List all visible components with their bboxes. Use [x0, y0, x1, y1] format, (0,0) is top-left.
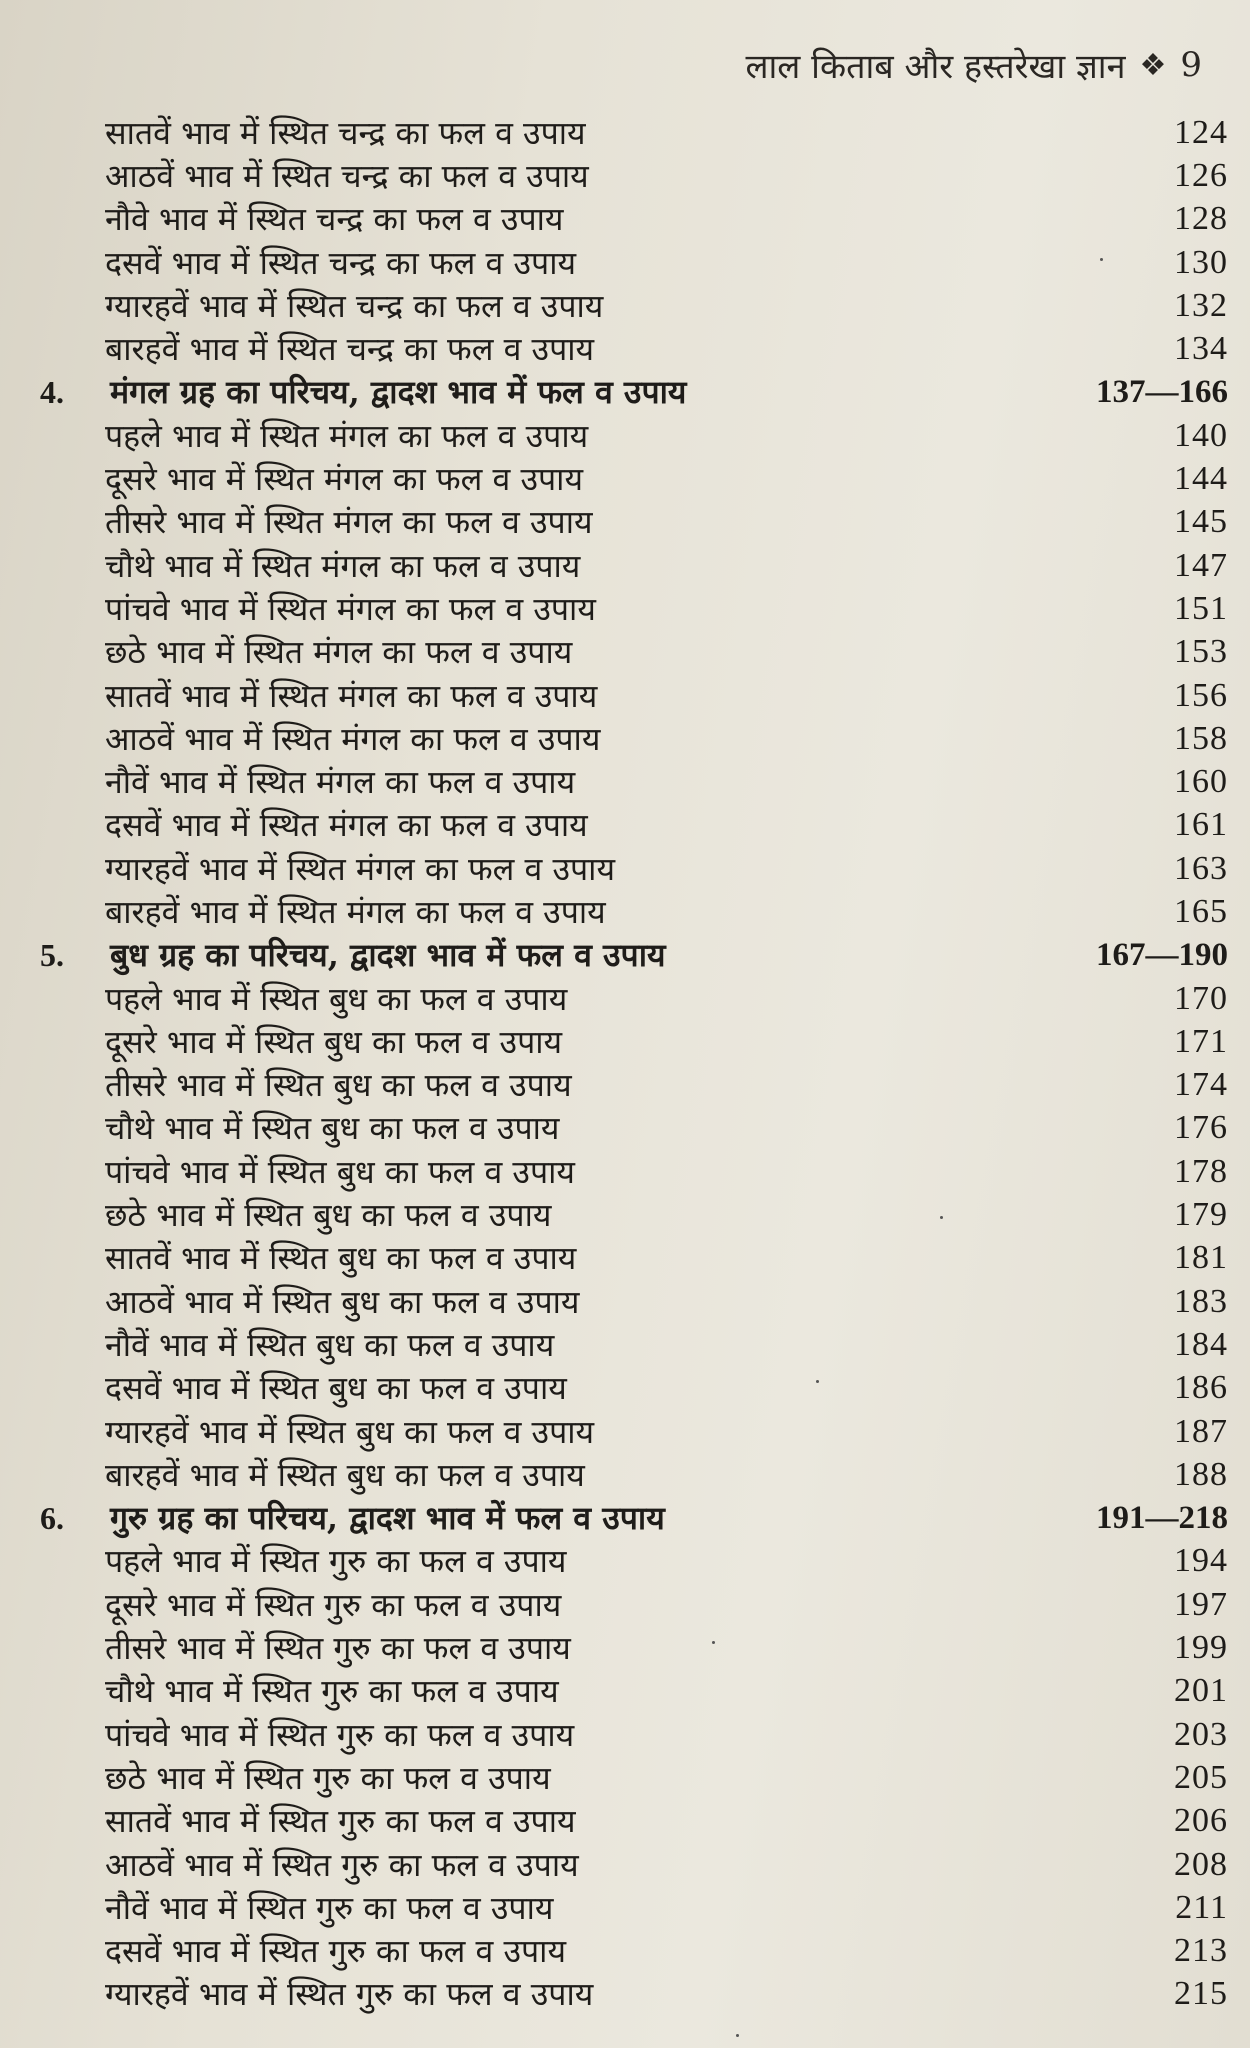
toc-entry	[0, 1929, 1250, 1972]
toc-entry	[0, 804, 1250, 847]
toc-entry	[0, 284, 1250, 327]
toc-chapter-heading	[0, 1497, 1250, 1540]
entry-title: ग्यारहवें भाव में स्थित मंगल का फल व उपाय	[105, 849, 616, 888]
toc-entry	[0, 1540, 1250, 1583]
chapter-page-range: 191—218	[1096, 1499, 1228, 1536]
toc-chapter-heading	[0, 934, 1250, 977]
entry-title: नौवें भाव में स्थित बुध का फल व उपाय	[105, 1325, 555, 1364]
chapter-page-range: 137—166	[1096, 373, 1228, 410]
toc-entry	[0, 241, 1250, 284]
entry-title: आठवें भाव में स्थित गुरु का फल व उपाय	[105, 1845, 579, 1884]
ornament-separator-icon: ❖	[1139, 47, 1167, 83]
toc-entry	[0, 1756, 1250, 1799]
entry-title: तीसरे भाव में स्थित मंगल का फल व उपाय	[105, 503, 593, 542]
entry-title: नौवे भाव में स्थित चन्द्र का फल व उपाय	[105, 200, 564, 239]
entry-page-number: 183	[1174, 1282, 1228, 1320]
print-speck	[940, 1216, 943, 1219]
entry-page-number: 145	[1174, 503, 1228, 541]
entry-title: पांचवे भाव में स्थित बुध का फल व उपाय	[105, 1152, 575, 1191]
entry-title: दसवें भाव में स्थित चन्द्र का फल व उपाय	[105, 243, 577, 282]
entry-title: ग्यारहवें भाव में स्थित चन्द्र का फल व उपाय	[105, 286, 604, 325]
entry-page-number: 134	[1174, 330, 1228, 368]
entry-title: नौवें भाव में स्थित मंगल का फल व उपाय	[105, 763, 576, 802]
entry-page-number: 140	[1174, 416, 1228, 454]
toc-entry	[0, 198, 1250, 241]
entry-title: आठवें भाव में स्थित बुध का फल व उपाय	[105, 1282, 580, 1321]
toc-entry	[0, 1323, 1250, 1366]
print-speck	[1100, 258, 1103, 261]
entry-page-number: 158	[1174, 719, 1228, 757]
toc-entry	[0, 457, 1250, 500]
entry-page-number: 170	[1174, 979, 1228, 1017]
entry-title: सातवें भाव में स्थित मंगल का फल व उपाय	[105, 676, 598, 715]
entry-title: बारहवें भाव में स्थित चन्द्र का फल व उपाय	[105, 330, 595, 369]
toc-entry	[0, 631, 1250, 674]
toc-entry	[0, 717, 1250, 760]
entry-page-number: 181	[1174, 1239, 1228, 1277]
entry-page-number: 197	[1174, 1585, 1228, 1623]
toc-entry	[0, 1064, 1250, 1107]
entry-page-number: 165	[1174, 892, 1228, 930]
entry-page-number: 160	[1174, 763, 1228, 801]
entry-page-number: 130	[1174, 243, 1228, 281]
toc-entry	[0, 111, 1250, 154]
entry-page-number: 201	[1174, 1672, 1228, 1710]
toc-entry	[0, 414, 1250, 457]
entry-title: पांचवे भाव में स्थित मंगल का फल व उपाय	[105, 589, 596, 628]
entry-title: तीसरे भाव में स्थित बुध का फल व उपाय	[105, 1066, 572, 1105]
chapter-number: 6.	[40, 1500, 64, 1537]
entry-page-number: 199	[1174, 1629, 1228, 1667]
entry-page-number: 208	[1174, 1845, 1228, 1883]
toc-entry	[0, 1583, 1250, 1626]
toc-entry	[0, 1107, 1250, 1150]
entry-page-number: 176	[1174, 1109, 1228, 1147]
entry-title: नौवें भाव में स्थित गुरु का फल व उपाय	[105, 1888, 554, 1927]
entry-page-number: 211	[1175, 1888, 1228, 1926]
toc-entry	[0, 501, 1250, 544]
entry-title: बारहवें भाव में स्थित बुध का फल व उपाय	[105, 1455, 585, 1494]
entry-page-number: 151	[1174, 589, 1228, 627]
entry-title: तीसरे भाव में स्थित गुरु का फल व उपाय	[105, 1629, 571, 1668]
toc-entry	[0, 890, 1250, 933]
print-speck	[736, 2034, 739, 2037]
running-header	[745, 42, 1202, 88]
entry-title: ग्यारहवें भाव में स्थित बुध का फल व उपाय	[105, 1412, 595, 1451]
entry-title: चौथे भाव में स्थित मंगल का फल व उपाय	[105, 546, 581, 585]
toc-entry	[0, 1713, 1250, 1756]
entry-title: छठे भाव में स्थित बुध का फल व उपाय	[105, 1196, 552, 1235]
toc-entry	[0, 847, 1250, 890]
entry-title: सातवें भाव में स्थित गुरु का फल व उपाय	[105, 1802, 576, 1841]
chapter-page-range: 167—190	[1096, 936, 1228, 973]
entry-title: पहले भाव में स्थित मंगल का फल व उपाय	[105, 416, 589, 455]
toc-entry	[0, 327, 1250, 370]
print-speck	[816, 1380, 819, 1383]
chapter-number: 5.	[40, 937, 64, 974]
entry-page-number: 194	[1174, 1542, 1228, 1580]
toc-entry	[0, 1237, 1250, 1280]
toc-entry	[0, 1843, 1250, 1886]
toc-chapter-heading	[0, 371, 1250, 414]
entry-page-number: 205	[1174, 1758, 1228, 1796]
toc-entry	[0, 1020, 1250, 1063]
chapter-number: 4.	[40, 374, 64, 411]
entry-title: दूसरे भाव में स्थित मंगल का फल व उपाय	[105, 460, 584, 499]
entry-page-number: 188	[1174, 1455, 1228, 1493]
entry-title: चौथे भाव में स्थित गुरु का फल व उपाय	[105, 1672, 559, 1711]
entry-page-number: 156	[1174, 676, 1228, 714]
entry-title: दूसरे भाव में स्थित गुरु का फल व उपाय	[105, 1585, 562, 1624]
entry-page-number: 124	[1174, 113, 1228, 151]
chapter-title: मंगल ग्रह का परिचय, द्वादश भाव में फल व उपाय	[110, 373, 687, 412]
toc-entry	[0, 587, 1250, 630]
entry-page-number: 132	[1174, 286, 1228, 324]
table-of-contents	[0, 111, 1250, 2016]
entry-title: छठे भाव में स्थित मंगल का फल व उपाय	[105, 633, 573, 672]
entry-title: दसवें भाव में स्थित गुरु का फल व उपाय	[105, 1932, 567, 1971]
entry-page-number: 161	[1174, 806, 1228, 844]
entry-title: बारहवें भाव में स्थित मंगल का फल व उपाय	[105, 892, 606, 931]
toc-entry	[0, 1453, 1250, 1496]
entry-title: आठवें भाव में स्थित चन्द्र का फल व उपाय	[105, 156, 589, 195]
chapter-title: बुध ग्रह का परिचय, द्वादश भाव में फल व उपाय	[110, 936, 666, 975]
entry-title: आठवें भाव में स्थित मंगल का फल व उपाय	[105, 719, 601, 758]
entry-title: दसवें भाव में स्थित मंगल का फल व उपाय	[105, 806, 588, 845]
entry-title: ग्यारहवें भाव में स्थित गुरु का फल व उपाय	[105, 1975, 594, 2014]
entry-page-number: 171	[1174, 1022, 1228, 1060]
toc-entry	[0, 760, 1250, 803]
entry-page-number: 126	[1174, 156, 1228, 194]
toc-entry	[0, 1670, 1250, 1713]
entry-page-number: 147	[1174, 546, 1228, 584]
chapter-title: गुरु ग्रह का परिचय, द्वादश भाव में फल व उपाय	[110, 1499, 665, 1538]
entry-page-number: 153	[1174, 633, 1228, 671]
toc-entry	[0, 977, 1250, 1020]
entry-page-number: 187	[1174, 1412, 1228, 1450]
toc-entry	[0, 1800, 1250, 1843]
entry-title: दसवें भाव में स्थित बुध का फल व उपाय	[105, 1369, 567, 1408]
entry-title: छठे भाव में स्थित गुरु का फल व उपाय	[105, 1758, 551, 1797]
entry-page-number: 206	[1174, 1802, 1228, 1840]
entry-page-number: 128	[1174, 200, 1228, 238]
entry-page-number: 184	[1174, 1325, 1228, 1363]
toc-entry	[0, 1367, 1250, 1410]
entry-page-number: 213	[1174, 1932, 1228, 1970]
entry-page-number: 163	[1174, 849, 1228, 887]
entry-page-number: 179	[1174, 1196, 1228, 1234]
entry-title: पहले भाव में स्थित गुरु का फल व उपाय	[105, 1542, 567, 1581]
entry-page-number: 174	[1174, 1066, 1228, 1104]
entry-title: चौथे भाव में स्थित बुध का फल व उपाय	[105, 1109, 560, 1148]
page-number: 9	[1180, 45, 1202, 85]
toc-entry	[0, 1193, 1250, 1236]
entry-title: सातवें भाव में स्थित चन्द्र का फल व उपाय	[105, 113, 586, 152]
toc-entry	[0, 1150, 1250, 1193]
entry-title: पांचवे भाव में स्थित गुरु का फल व उपाय	[105, 1715, 575, 1754]
book-title: लाल किताब और हस्तरेखा ज्ञान	[745, 47, 1126, 87]
entry-page-number: 203	[1174, 1715, 1228, 1753]
toc-entry	[0, 674, 1250, 717]
entry-page-number: 178	[1174, 1152, 1228, 1190]
entry-title: पहले भाव में स्थित बुध का फल व उपाय	[105, 979, 568, 1018]
toc-entry	[0, 1410, 1250, 1453]
print-speck	[712, 1641, 715, 1644]
toc-entry	[0, 1886, 1250, 1929]
entry-page-number: 215	[1174, 1975, 1228, 2013]
toc-entry	[0, 544, 1250, 587]
toc-entry	[0, 1973, 1250, 2016]
toc-entry	[0, 154, 1250, 197]
entry-title: दूसरे भाव में स्थित बुध का फल व उपाय	[105, 1022, 563, 1061]
entry-title: सातवें भाव में स्थित बुध का फल व उपाय	[105, 1239, 577, 1278]
toc-entry	[0, 1626, 1250, 1669]
entry-page-number: 186	[1174, 1369, 1228, 1407]
entry-page-number: 144	[1174, 460, 1228, 498]
toc-entry	[0, 1280, 1250, 1323]
